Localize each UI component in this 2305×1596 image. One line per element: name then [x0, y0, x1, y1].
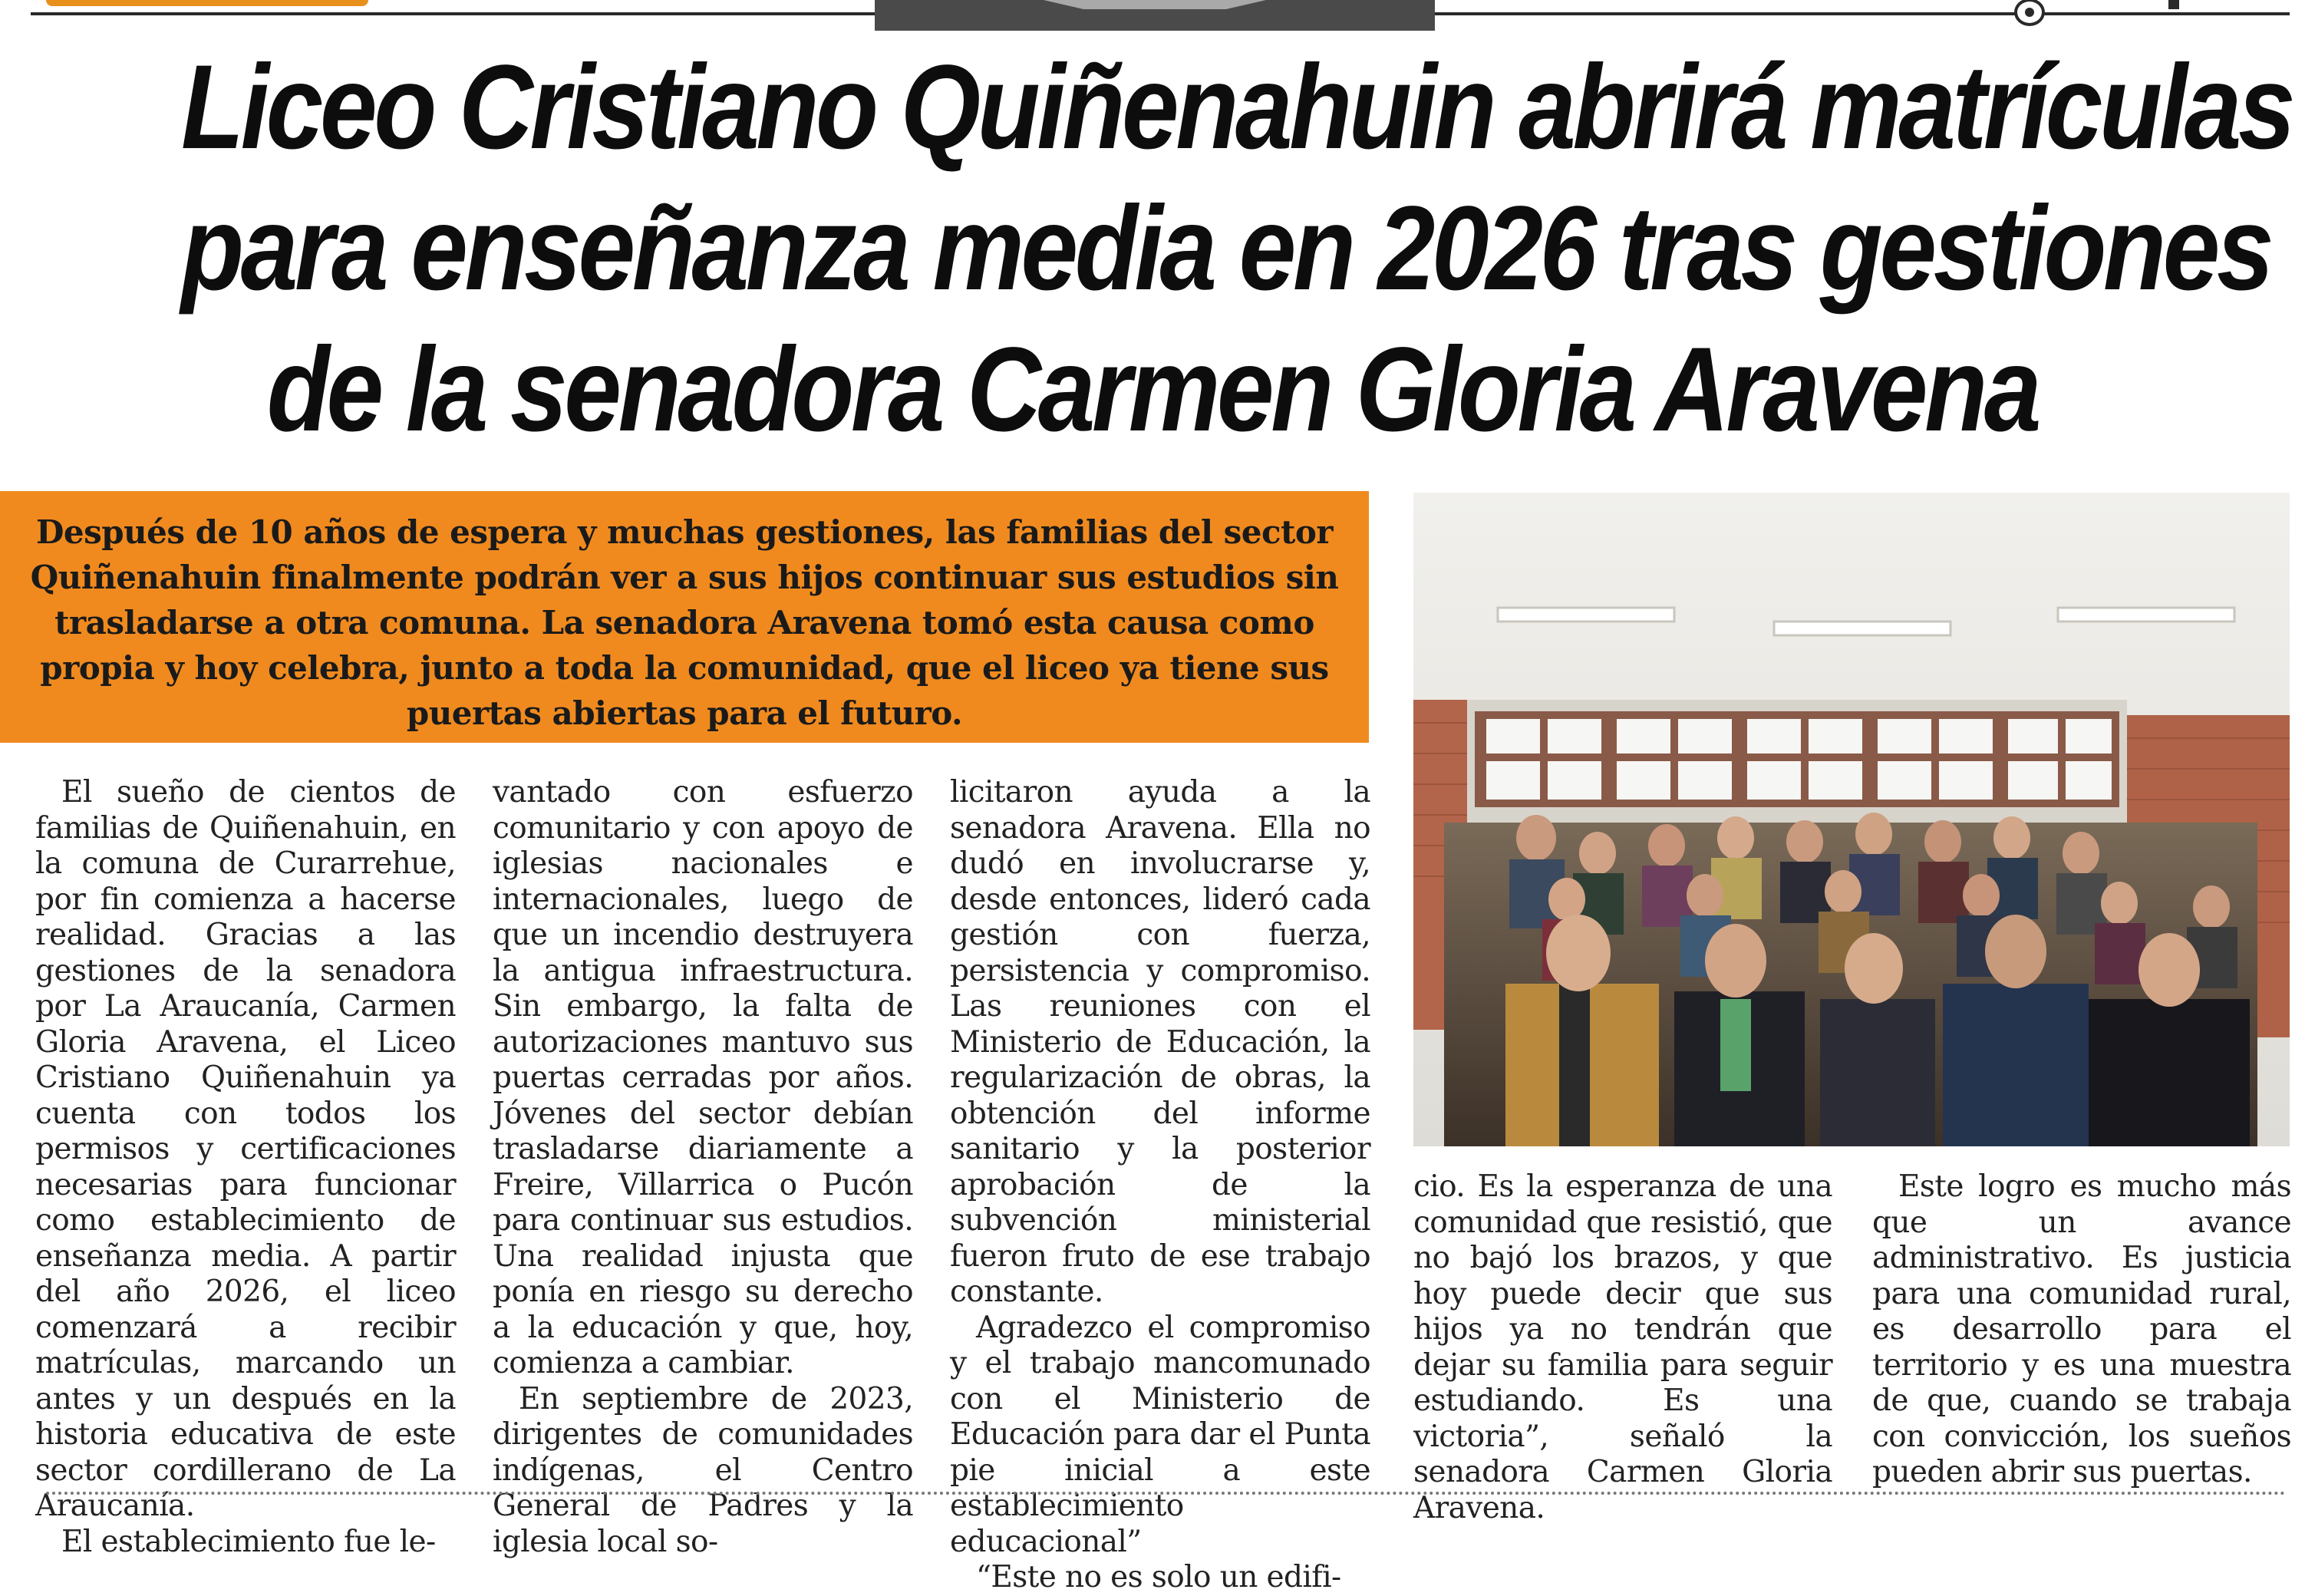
page-top-strip — [0, 0, 2305, 32]
body-paragraph: El sueño de cientos de familias de Quiñenahuin, en la comuna de Curarrehue, por fin comienza a hacerse realidad. Gracias a las gestiones de la senadora por La Araucanía, Carmen Gloria Aravena, el Liceo Cristiano Quiñenahuin ya cuenta con todos los permisos y certificaciones necesarias para funcionar como establecimiento de enseñanza media. A partir del año 2026, el liceo comenzará a recibir matrículas, marcando un antes y un después en la historia educativa de este sector cordillerano de La Araucanía. — [35, 775, 456, 1523]
body-column-3 — [950, 775, 1370, 1596]
body-column-4 — [1413, 1169, 1832, 1526]
body-column-5 — [1872, 1169, 2291, 1491]
footer-dotted-rule — [46, 1492, 2287, 1495]
body-column-2 — [493, 775, 913, 1560]
headline-line-2: para enseñanza media en 2026 tras gestiones — [181, 182, 2271, 315]
quote-paragraph: cio. Es la esperanza de una comunidad que resistió, que no bajó los brazos, y que hoy puede decir que sus hijos ya no tendrán que dejar su familia para seguir estudiando. Es una victoria”, señaló la senadora Carmen Gloria Aravena. — [1413, 1169, 1832, 1525]
article-headline — [181, 37, 2293, 460]
closing-paragraph: Este logro es mucho más que un avance administrativo. Es justicia para una comunidad rural, es desarrollo para el territorio y es una muestra de que, cuando se trabaja con convicción, los sueños pueden abrir sus puertas. — [1872, 1169, 2291, 1489]
headline-line-3: de la senadora Carmen Gloria Aravena — [266, 323, 2039, 457]
quote-paragraph: “Este no es solo un edifi- — [976, 1560, 1341, 1594]
lead-paragraph: Después de 10 años de espera y muchas gestiones, las familias del sector Quiñenahuin finalmente podrán ver a sus hijos continuar sus estudios sin trasladarse a otra comuna. La senadora Aravena tomó esta causa como propia y hoy celebra, junto a toda la comunidad, que el liceo ya tiene sus puertas abiertas para el futuro. — [30, 513, 1339, 732]
body-paragraph: licitaron ayuda a la senadora Aravena. Ella no dudó en involucrarse y, desde entonces, lideró cada gestión con fuerza, persistencia y compromiso. Las reuniones con el Ministerio de Educación, la regularización de obras, la obtención del informe sanitario y la posterior aprobación de la subvención ministerial fueron fruto de ese trabajo constante. — [950, 775, 1370, 1309]
body-paragraph: En septiembre de 2023, dirigentes de comunidades indígenas, el Centro General de Padres y la iglesia local so- — [493, 1381, 913, 1559]
emblem-icon — [2014, 0, 2045, 26]
corner-mark — [2168, 0, 2179, 9]
quote-paragraph: Agradezco el compromiso y el trabajo mancomunado con el Ministerio de Educación para dar el Punta pie inicial a este establecimiento educacional” — [950, 1310, 1370, 1559]
body-paragraph: El establecimiento fue le- — [61, 1524, 436, 1559]
headline-line-1: Liceo Cristiano Quiñenahuin abrirá matrículas — [181, 41, 2293, 174]
body-paragraph: vantado con esfuerzo comunitario y con apoyo de iglesias nacionales e internacionales, luego de que un incendio destruyera la antigua infraestructura. Sin embargo, la falta de autorizaciones mantuvo sus puertas cerradas por años. Jóvenes del sector debían trasladarse diariamente a Freire, Villarrica o Pucón para continuar sus estudios. Una realidad injusta que ponía en riesgo su derecho a la educación y que, hoy, comienza a cambiar. — [493, 775, 913, 1380]
body-column-1 — [35, 775, 456, 1560]
group-photo-illustration — [1413, 493, 2290, 1146]
section-tab-decoration — [46, 0, 368, 6]
article-photo — [1413, 493, 2290, 1146]
masthead-bar — [875, 0, 1435, 31]
lead-box — [0, 491, 1369, 743]
